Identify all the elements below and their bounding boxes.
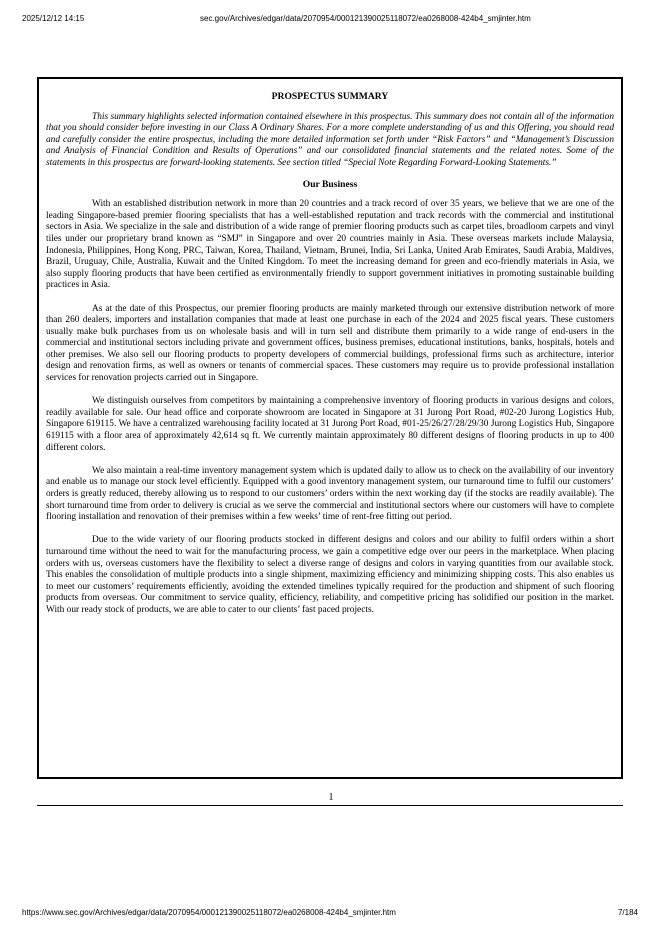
business-paragraph-4: We also maintain a real-time inventory management system which is updated daily to allow us to check on the availability of our inventory and enable us to manage our stock level efficiently. Equipped with a good inventory management system, our turnaround time to fulfil our customers’ orders is greatly reduced, thereby allowing us to respond to our customers’ orders within the next working day (if the stocks are readily available). The short turnaround time from order to delivery is crucial as we serve the commercial and institutional sectors where our customers will have to complete flooring installation and renovation of their premises within a few weeks’ time of rent-free fitting out period. <box>46 465 614 523</box>
print-header-url: sec.gov/Archives/edgar/data/2070954/000121390025118072/ea0268008-424b4_smjinter.htm <box>200 14 531 23</box>
print-datetime: 2025/12/12 14:15 <box>22 14 85 23</box>
page-title: PROSPECTUS SUMMARY <box>271 91 389 102</box>
prospectus-summary-box <box>37 77 623 779</box>
section-heading-our-business: Our Business <box>302 178 358 190</box>
print-footer-url: https://www.sec.gov/Archives/edgar/data/2070954/000121390025118072/ea0268008-424b4_smjinter.htm <box>22 908 396 917</box>
business-paragraph-1: With an established distribution network in more than 20 countries and a track record of over 35 years, we believe that we are one of the leading Singapore-based premier flooring specialists that has a well-established reputation and track records with the commercial and institutional sectors in Asia. We specialize in the sale and distribution of a wide range of premier flooring products such as carpet tiles, broadloom carpets and vinyl tiles under our proprietary brand known as “SMJ” in Singapore and over 20 countries mainly in Asia. These overseas markets include Malaysia, Indonesia, Philippines, Hong Kong, PRC, Taiwan, Korea, Thailand, Vietnam, Brunei, India, Sri Lanka, United Arab Emirates, Saudi Arabia, Maldives, Brazil, Uruguay, Chile, Australia, Kuwait and the United Kingdom. To meet the increasing demand for green and eco-friendly materials in Asia, we also supply flooring products that have been certified as environmentally friendly to support government initiatives in promoting sustainable building practices in Asia. <box>46 199 614 291</box>
business-paragraph-5: Due to the wide variety of our flooring products stocked in different designs and colors and our ability to fulfil orders within a short turnaround time without the need to wait for the manufacturing process, we gain a competitive edge over our peers in the marketplace. When placing orders with us, overseas customers have the flexibility to select a diverse range of designs and colors in varying quantities from our available stock. This enables the consolidation of multiple products into a single shipment, maximizing efficiency and minimizing shipping costs. This also enables us to meet our customers’ requirements efficiently, avoiding the extended timelines typically required for the production and shipment of such flooring products from overseas. Our commitment to service quality, efficiency, reliability, and competitive pricing has solidified our position in the market. With our ready stock of products, we are able to cater to our clients’ fast paced projects. <box>46 535 614 615</box>
page-divider <box>37 805 623 806</box>
business-paragraph-2: As at the date of this Prospectus, our premier flooring products are mainly marketed through our extensive distribution network of more than 260 dealers, importers and installation companies that made at least one purchase in each of the 2024 and 2025 fiscal years. These customers usually make bulk purchases from us on wholesale basis and will in turn sell and distribute them primarily to a wide range of end-users in the commercial and institutional sectors including private and government offices, business premises, educational institutions, banks, hospitals, hotels and other premises. We also sell our flooring products to property developers of commercial buildings, professional firms such as architecture, interior design and renovation firms, as well as owners or tenants of commercial spaces. These customers may require us to provide professional installation services for renovation projects carried out in Singapore. <box>46 303 614 384</box>
page-number: 1 <box>328 792 334 803</box>
print-page-count: 7/184 <box>617 908 638 917</box>
intro-paragraph: This summary highlights selected information contained elsewhere in this prospectus. This summary does not contain all of the information that you should consider before investing in our Class A Ordinary Shares. For a more complete understanding of us and this Offering, you should read and carefully consider the entire prospectus, including the more detailed information set forth under “Risk Factors” and “Management’s Discussion and Analysis of Financial Condition and Results of Operations” and our consolidated financial statements and the related notes. Some of the statements in this prospectus are forward-looking statements. See section titled “Special Note Regarding Forward-Looking Statements.” <box>46 111 614 168</box>
business-paragraph-3: We distinguish ourselves from competitors by maintaining a comprehensive inventory of flooring products in various designs and colors, readily available for sale. Our head office and corporate showroom are located in Singapore at 31 Jurong Port Road, #02-20 Jurong Logistics Hub, Singapore 619115. We have a centralized warehousing facility located at 31 Jurong Port Road, #01-25/26/27/28/29/30 Jurong Logistics Hub, Singapore 619115 with a floor area of approximately 42,614 sq ft. We currently maintain approximately 80 different designs of flooring products in up to 400 different colors. <box>46 396 614 453</box>
